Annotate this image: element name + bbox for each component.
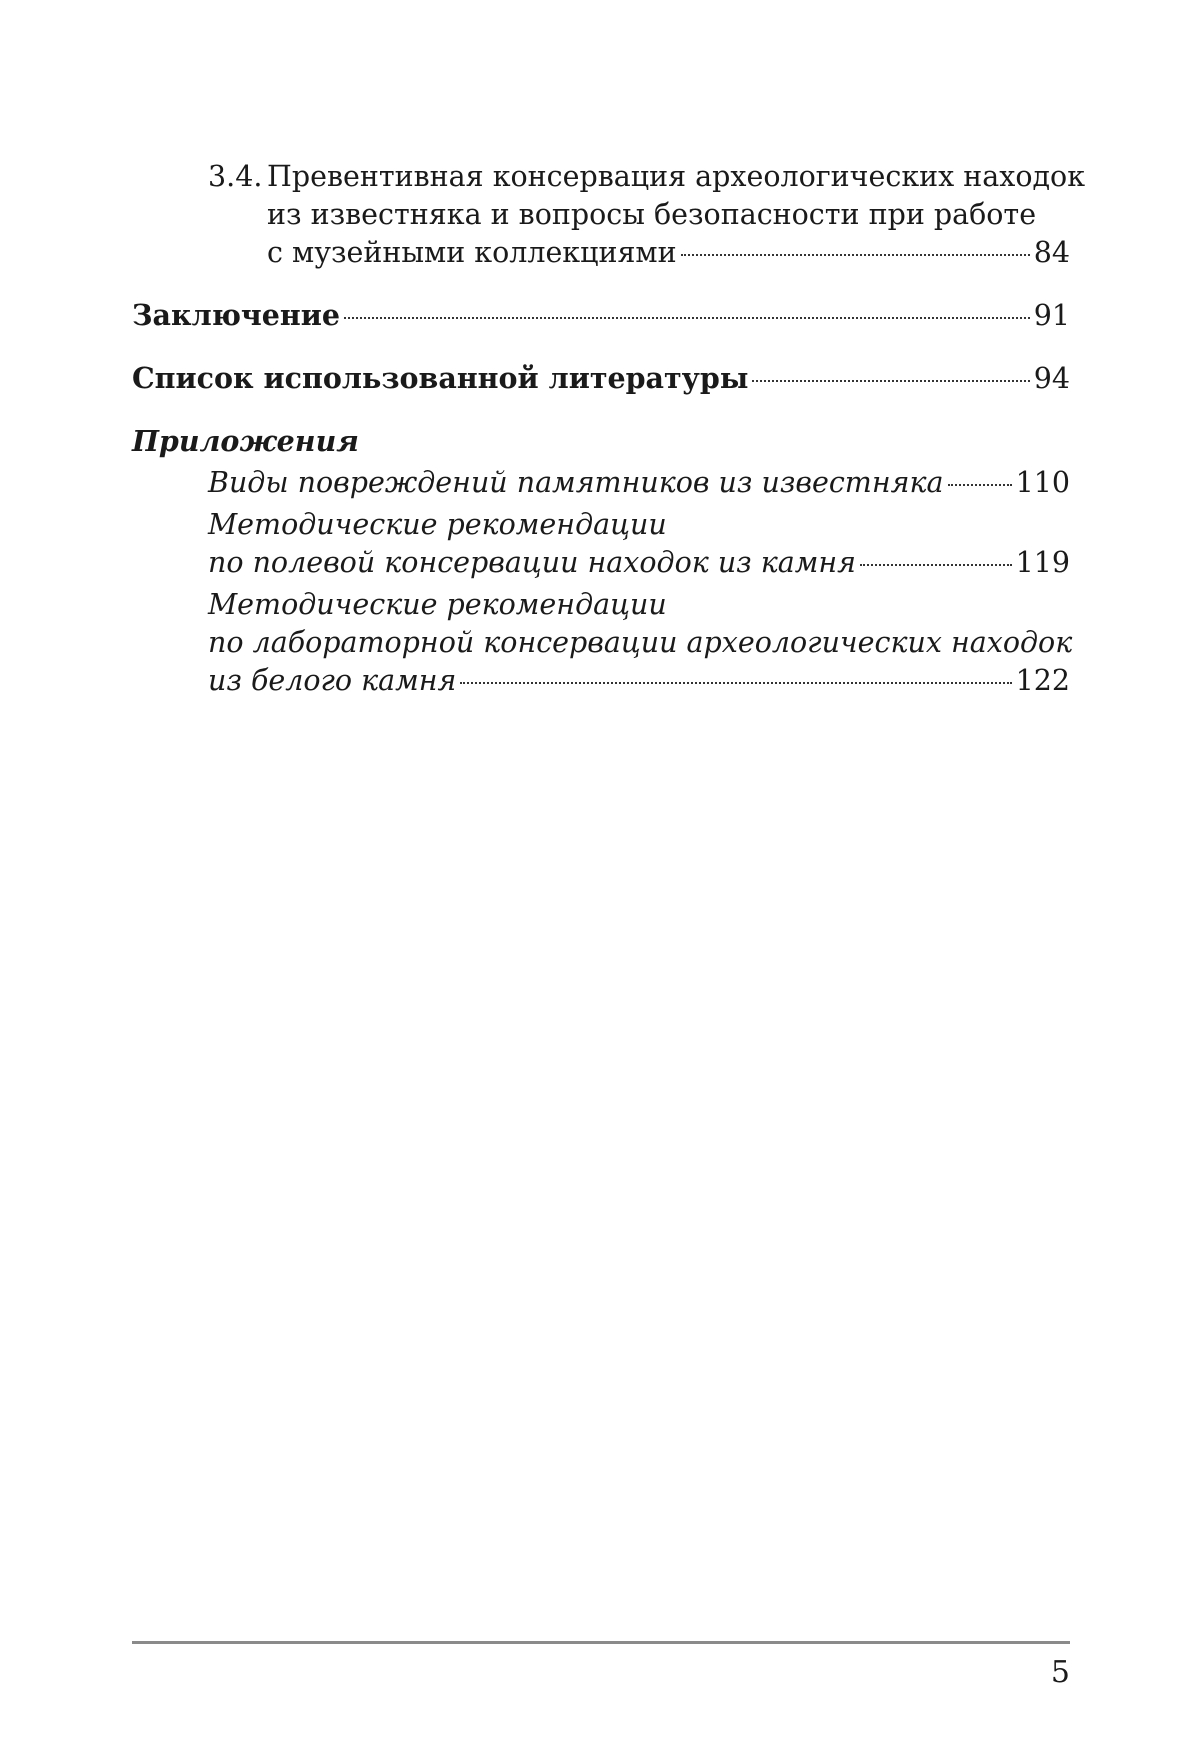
appendices-list	[132, 464, 1073, 700]
toc-line	[267, 234, 1070, 272]
toc-line	[208, 544, 1070, 582]
toc-line	[208, 624, 1073, 662]
appendices-heading: Приложения	[132, 424, 359, 458]
toc-entry-text: Методические рекомендации	[208, 588, 667, 621]
toc-entry-text: из белого камня	[208, 664, 457, 697]
toc-entry-conclusion[interactable]	[132, 296, 1070, 335]
toc-entry-text: Превентивная консервация археологических находок	[267, 160, 1086, 193]
table-of-contents	[132, 158, 1086, 700]
toc-line	[267, 196, 1070, 234]
toc-line	[267, 158, 1086, 196]
section-number: 3.4.	[208, 160, 263, 193]
toc-line	[208, 662, 1070, 700]
toc-entry-title: Заключение	[132, 298, 341, 332]
page-reference: 94	[1033, 362, 1070, 395]
toc-entry-text: с музейными коллекциями	[267, 236, 677, 269]
toc-entry-text: по лабораторной консервации археологических находок	[208, 626, 1073, 659]
dot-leader	[460, 682, 1011, 684]
page-reference: 122	[1015, 664, 1070, 697]
page-number: 5	[1050, 1655, 1070, 1690]
toc-line	[208, 464, 1070, 502]
toc-entry-text: из известняка и вопросы безопасности при работе	[267, 198, 1037, 231]
dot-leader	[752, 380, 1029, 382]
toc-entry-section-3-4[interactable]	[132, 158, 1086, 272]
toc-entry-appendix-2[interactable]	[208, 506, 1070, 582]
dot-leader	[860, 564, 1012, 566]
toc-line	[132, 359, 1070, 398]
dot-leader	[681, 254, 1030, 256]
toc-entry-appendix-3[interactable]	[208, 586, 1073, 700]
toc-line	[132, 296, 1070, 335]
page-reference: 119	[1015, 546, 1070, 579]
dot-leader	[948, 484, 1012, 486]
footer-divider	[132, 1641, 1070, 1644]
toc-entry-appendix-1[interactable]	[208, 464, 1070, 502]
toc-entry-references[interactable]	[132, 359, 1070, 398]
toc-entry-text: Методические рекомендации	[208, 508, 667, 541]
toc-entry-title: Список использованной литературы	[132, 361, 749, 395]
dot-leader	[344, 317, 1030, 319]
page-reference: 110	[1015, 466, 1070, 499]
toc-line	[208, 586, 1070, 624]
page-reference: 84	[1033, 236, 1070, 269]
toc-entry-text: по полевой консервации находок из камня	[208, 546, 857, 579]
page-reference: 91	[1033, 299, 1070, 332]
toc-entry-text: Виды повреждений памятников из известняка	[208, 466, 944, 499]
toc-line	[208, 506, 1070, 544]
